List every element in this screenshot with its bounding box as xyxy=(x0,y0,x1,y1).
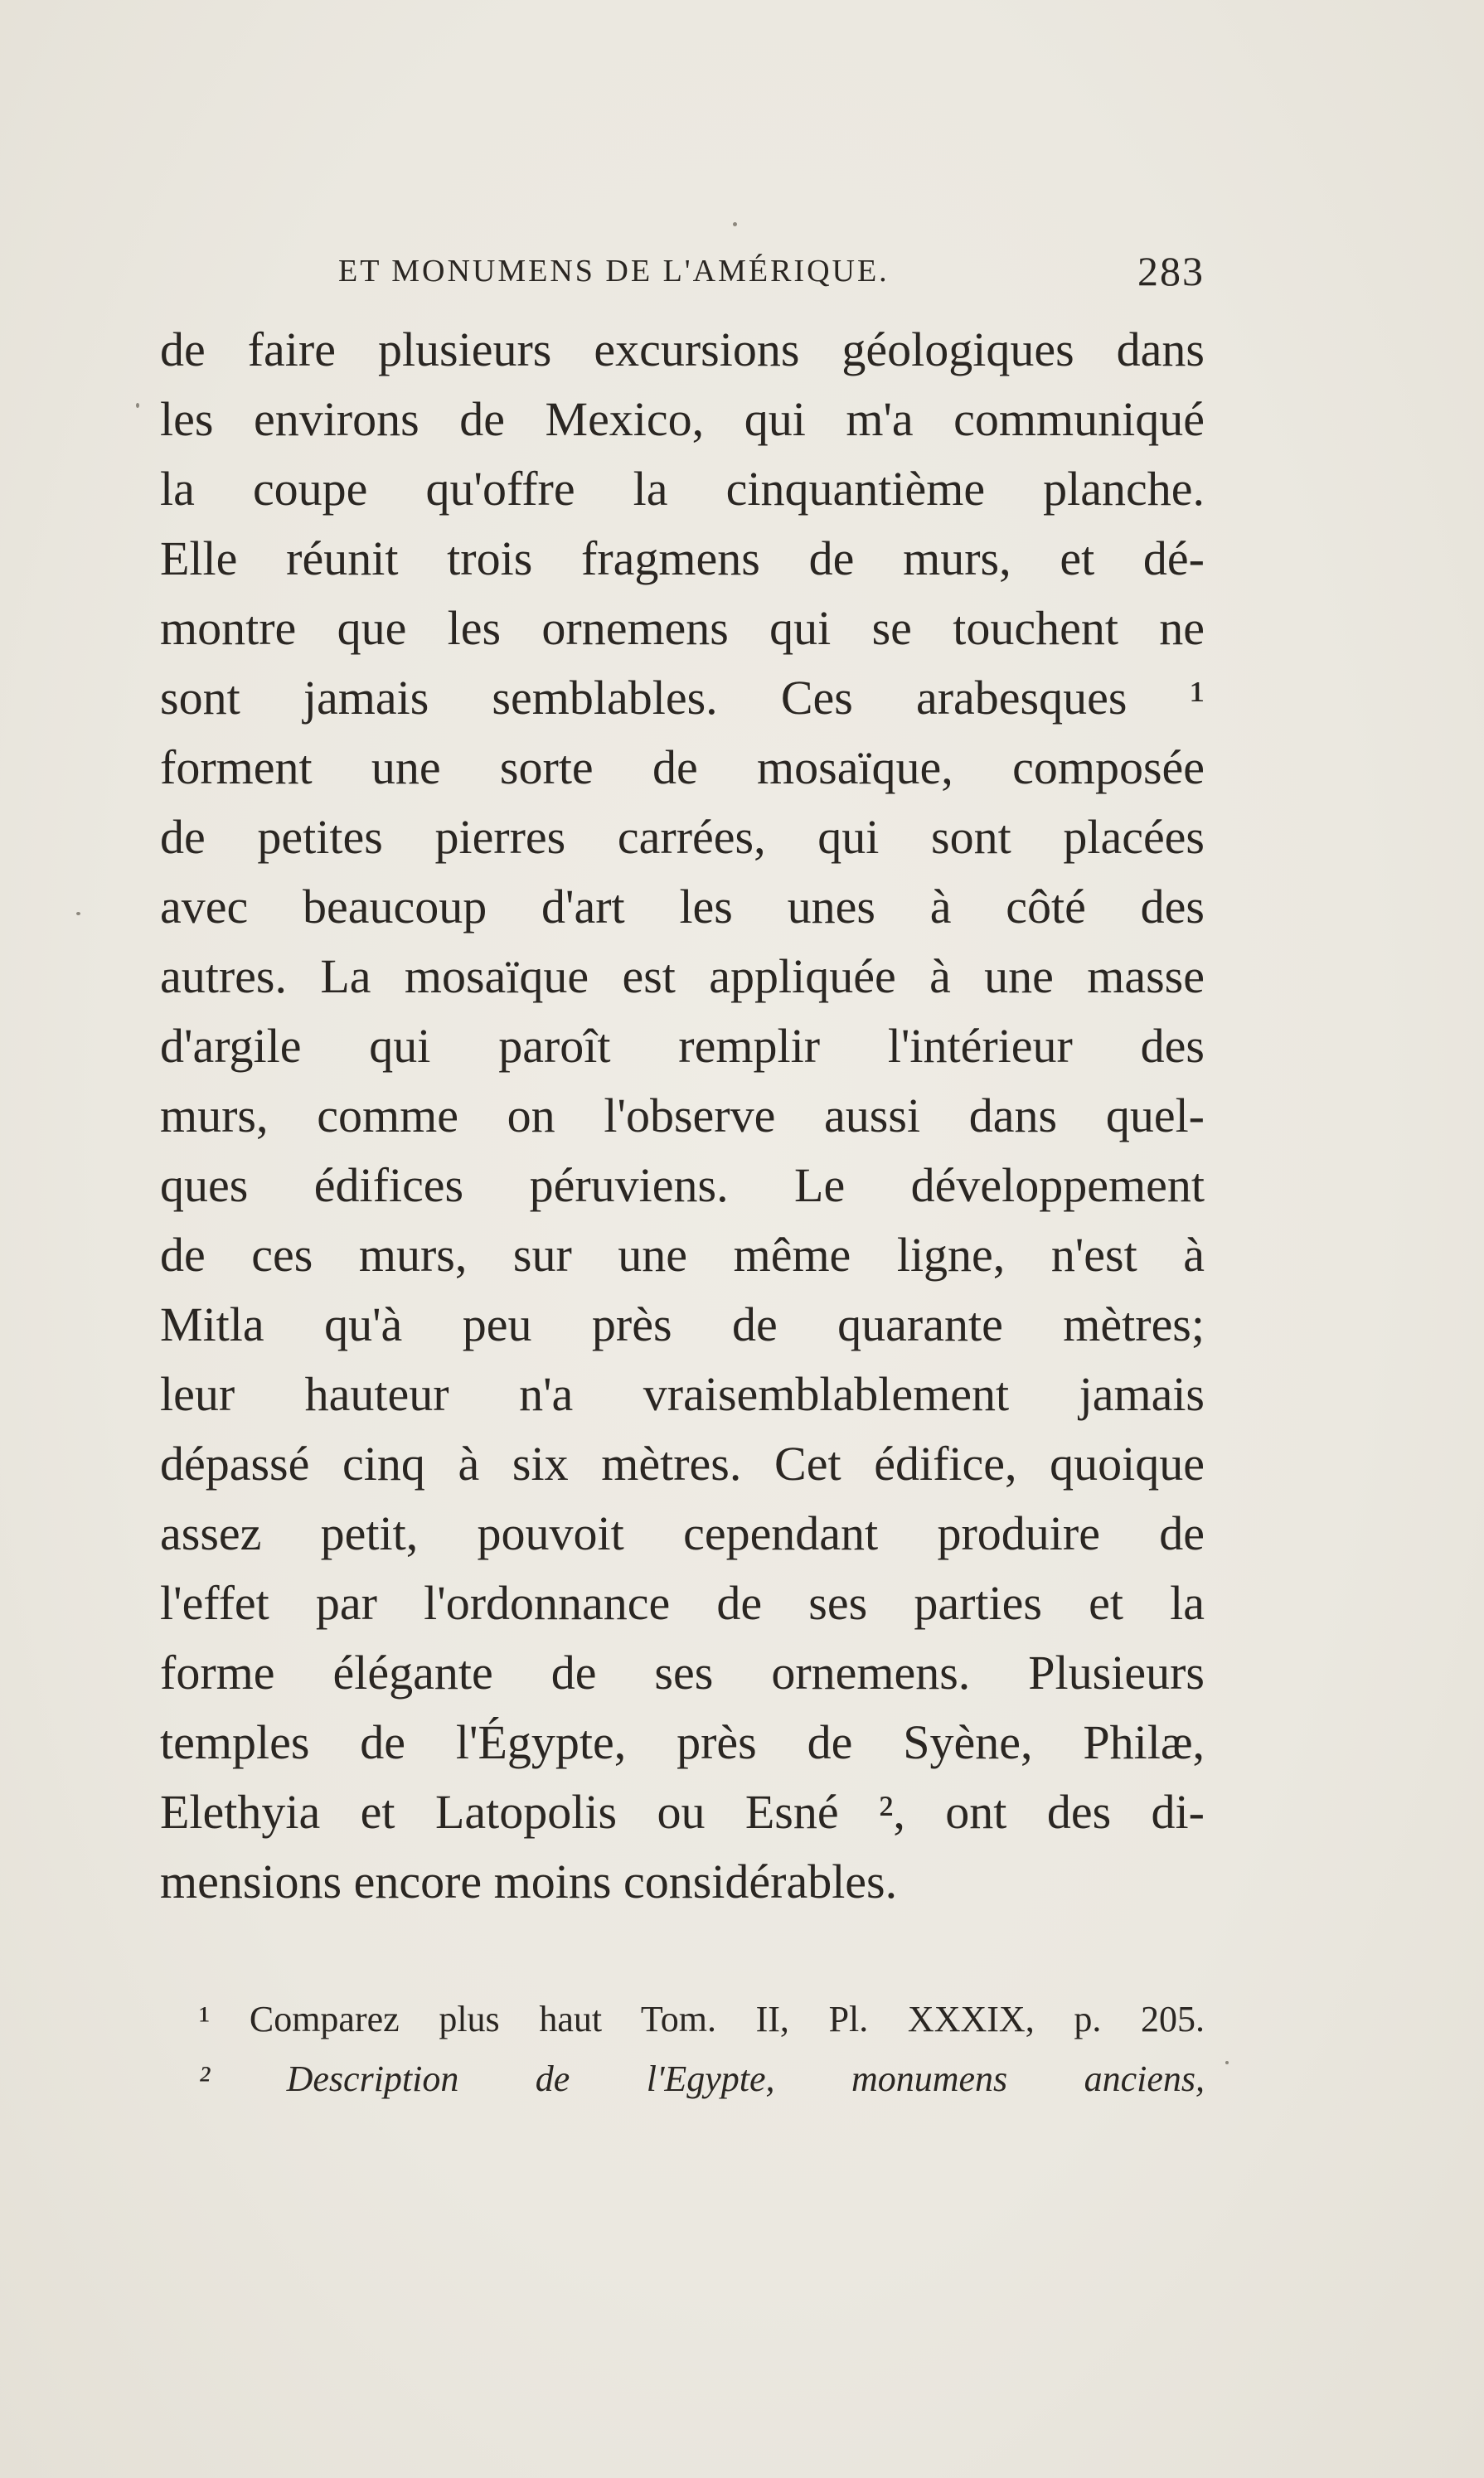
ink-speck xyxy=(76,912,80,915)
ink-speck xyxy=(733,222,737,226)
text-line: avec beaucoup d'art les unes à côté des xyxy=(160,880,1205,933)
text-line: de ces murs, sur une même ligne, n'est à xyxy=(160,1228,1205,1282)
text-line: ques édifices péruviens. Le développement xyxy=(160,1158,1205,1212)
ink-speck xyxy=(136,403,139,408)
text-line: Elethyia et Latopolis ou Esné ², ont des di- xyxy=(160,1785,1205,1839)
running-title: ET MONUMENS DE L'AMÉRIQUE. xyxy=(338,254,890,289)
footnotes xyxy=(199,1990,1205,2109)
text-line: autres. La mosaïque est appliquée à une masse xyxy=(160,949,1205,1003)
text-line: Mitla qu'à peu près de quarante mètres; xyxy=(160,1297,1205,1351)
text-line: d'argile qui paroît remplir l'intérieur des xyxy=(160,1019,1205,1073)
text-line: temples de l'Égypte, près de Syène, Philæ, xyxy=(160,1715,1205,1769)
body-text xyxy=(160,315,1205,1917)
text-line: de petites pierres carrées, qui sont placées xyxy=(160,810,1205,864)
text-line: forment une sorte de mosaïque, composée xyxy=(160,740,1205,794)
text-line: Elle réunit trois fragmens de murs, et dé- xyxy=(160,531,1205,585)
text-line: leur hauteur n'a vraisemblablement jamais xyxy=(160,1367,1205,1421)
ink-speck xyxy=(1225,2061,1229,2064)
text-line: de faire plusieurs excursions géologiques dans xyxy=(160,322,1205,376)
running-head xyxy=(160,242,1205,300)
text-line: dépassé cinq à six mètres. Cet édifice, quoique xyxy=(160,1437,1205,1491)
footnote-2: ² Description de l'Egypte, monumens anciens, xyxy=(199,2059,1205,2099)
text-line: les environs de Mexico, qui m'a communiqué xyxy=(160,392,1205,446)
text-line: mensions encore moins considérables. xyxy=(160,1855,898,1908)
page-number: 283 xyxy=(1137,248,1205,294)
text-line: la coupe qu'offre la cinquantième planche. xyxy=(160,462,1205,516)
text-line: forme élégante de ses ornemens. Plusieurs xyxy=(160,1646,1205,1700)
text-line: montre que les ornemens qui se touchent ne xyxy=(160,601,1205,655)
text-line: assez petit, pouvoit cependant produire de xyxy=(160,1506,1205,1560)
text-line: sont jamais semblables. Ces arabesques ¹ xyxy=(160,671,1205,725)
text-line: l'effet par l'ordonnance de ses parties et la xyxy=(160,1576,1205,1630)
text-line: murs, comme on l'observe aussi dans quel- xyxy=(160,1089,1205,1142)
footnote-1: ¹ Comparez plus haut Tom. II, Pl. XXXIX, p. 205. xyxy=(199,1999,1205,2039)
